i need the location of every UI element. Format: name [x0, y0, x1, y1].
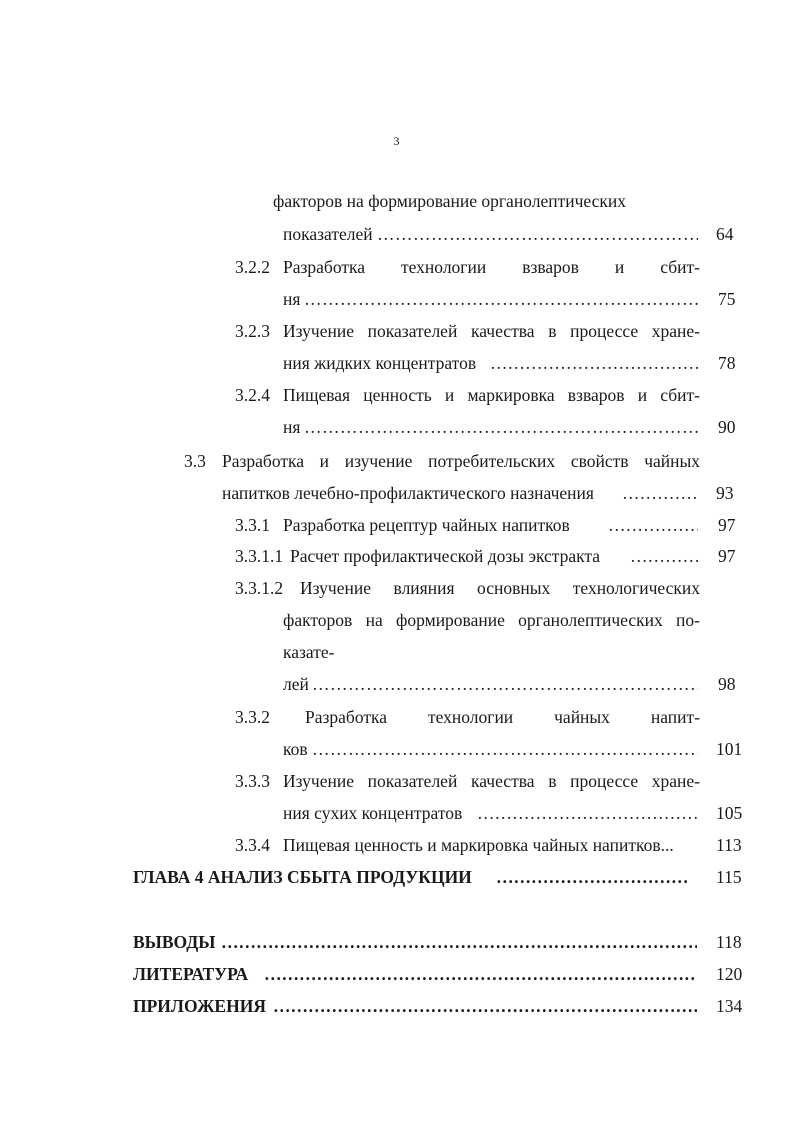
dot-leader — [477, 802, 698, 824]
toc-page-number: 78 — [718, 353, 736, 373]
toc-chapter-title: ПРИЛОЖЕНИЯ — [133, 996, 266, 1016]
dot-leader — [264, 963, 697, 985]
toc-page-number: 98 — [718, 674, 736, 694]
toc-entry-text: Разработка рецептур чайных напитков — [283, 515, 570, 535]
dot-leader — [312, 738, 698, 760]
toc-page-number: 64 — [716, 224, 734, 244]
toc-entry-text: ния сухих концентратов — [283, 803, 463, 823]
toc-entry-text: казате- — [283, 642, 335, 662]
toc-entry-number: 3.3.1 — [235, 515, 270, 535]
toc-entry-text: напитков лечебно-профилактического назначения — [222, 483, 594, 503]
page-number: 3 — [393, 134, 400, 148]
dot-leader — [630, 545, 698, 567]
toc-page-number: 118 — [716, 932, 742, 952]
toc-entry-text: Пищевая ценность и маркировка взваров и сбит- — [283, 385, 700, 405]
toc-entry-text: Изучение влияния основных технологических — [300, 578, 700, 598]
toc-page-number: 97 — [718, 546, 736, 566]
toc-page-number: 90 — [718, 417, 736, 437]
toc-entry-number: 3.3.1.1 — [235, 546, 284, 566]
toc-entry-text: Разработка технологии взваров и сбит- — [283, 257, 700, 277]
toc-entry-text: Расчет профилактической дозы экстракта — [290, 546, 601, 566]
toc-entry-number: 3.2.2 — [235, 257, 270, 277]
dot-leader — [496, 866, 688, 888]
toc-entry-text: Пищевая ценность и маркировка чайных напитков... — [283, 835, 674, 855]
toc-entry-number: 3.3.2 — [235, 707, 270, 727]
toc-entry-number: 3.3.4 — [235, 835, 270, 855]
dot-leader — [490, 352, 698, 374]
toc-page-number: 105 — [716, 803, 743, 823]
toc-entry-number: 3.3.1.2 — [235, 578, 284, 598]
toc-page-number: 101 — [716, 739, 743, 759]
toc-page-number: 134 — [716, 996, 743, 1016]
toc-entry-text: лей — [283, 674, 309, 694]
toc-page-number: 75 — [718, 289, 736, 309]
toc-entry-number: 3.2.4 — [235, 385, 270, 405]
dot-leader — [304, 288, 698, 310]
toc-chapter-title: ЛИТЕРАТУРА — [133, 964, 249, 984]
toc-entry-text: ня — [283, 289, 301, 309]
toc-entry-text: показателей — [283, 224, 373, 244]
toc-entry-text: факторов на формирование органолептических по- — [283, 610, 700, 630]
toc-chapter-title: ГЛАВА 4 АНАЛИЗ СБЫТА ПРОДУКЦИИ — [133, 867, 472, 887]
dot-leader — [221, 931, 697, 953]
toc-page-number: 113 — [716, 835, 742, 855]
dot-leader — [312, 673, 698, 695]
toc-entry-text: ня — [283, 417, 301, 437]
toc-entry-text: Разработка и изучение потребительских свойств чайных — [222, 451, 700, 471]
toc-entry-text: факторов на формирование органолептических — [273, 191, 626, 211]
dot-leader — [304, 416, 698, 438]
toc-entry-text: ния жидких концентратов — [283, 353, 477, 373]
dot-leader — [608, 514, 698, 536]
toc-chapter-title: ВЫВОДЫ — [133, 932, 216, 952]
toc-entry-text: Изучение показателей качества в процессе хране- — [283, 321, 700, 341]
toc-entry-number: 3.3.3 — [235, 771, 270, 791]
toc-entry-number: 3.3 — [184, 451, 206, 471]
toc-entry-text: ков — [283, 739, 308, 759]
toc-entry-number: 3.2.3 — [235, 321, 270, 341]
toc-page-number: 115 — [716, 867, 742, 887]
toc-entry-text: Разработка технологии чайных напит- — [305, 707, 700, 727]
dot-leader — [622, 482, 698, 504]
toc-entry-text: Изучение показателей качества в процессе хране- — [283, 771, 700, 791]
dot-leader — [377, 223, 698, 245]
toc-page-number: 97 — [718, 515, 736, 535]
toc-page-number: 120 — [716, 964, 743, 984]
toc-page-number: 93 — [716, 483, 734, 503]
dot-leader — [273, 995, 697, 1017]
